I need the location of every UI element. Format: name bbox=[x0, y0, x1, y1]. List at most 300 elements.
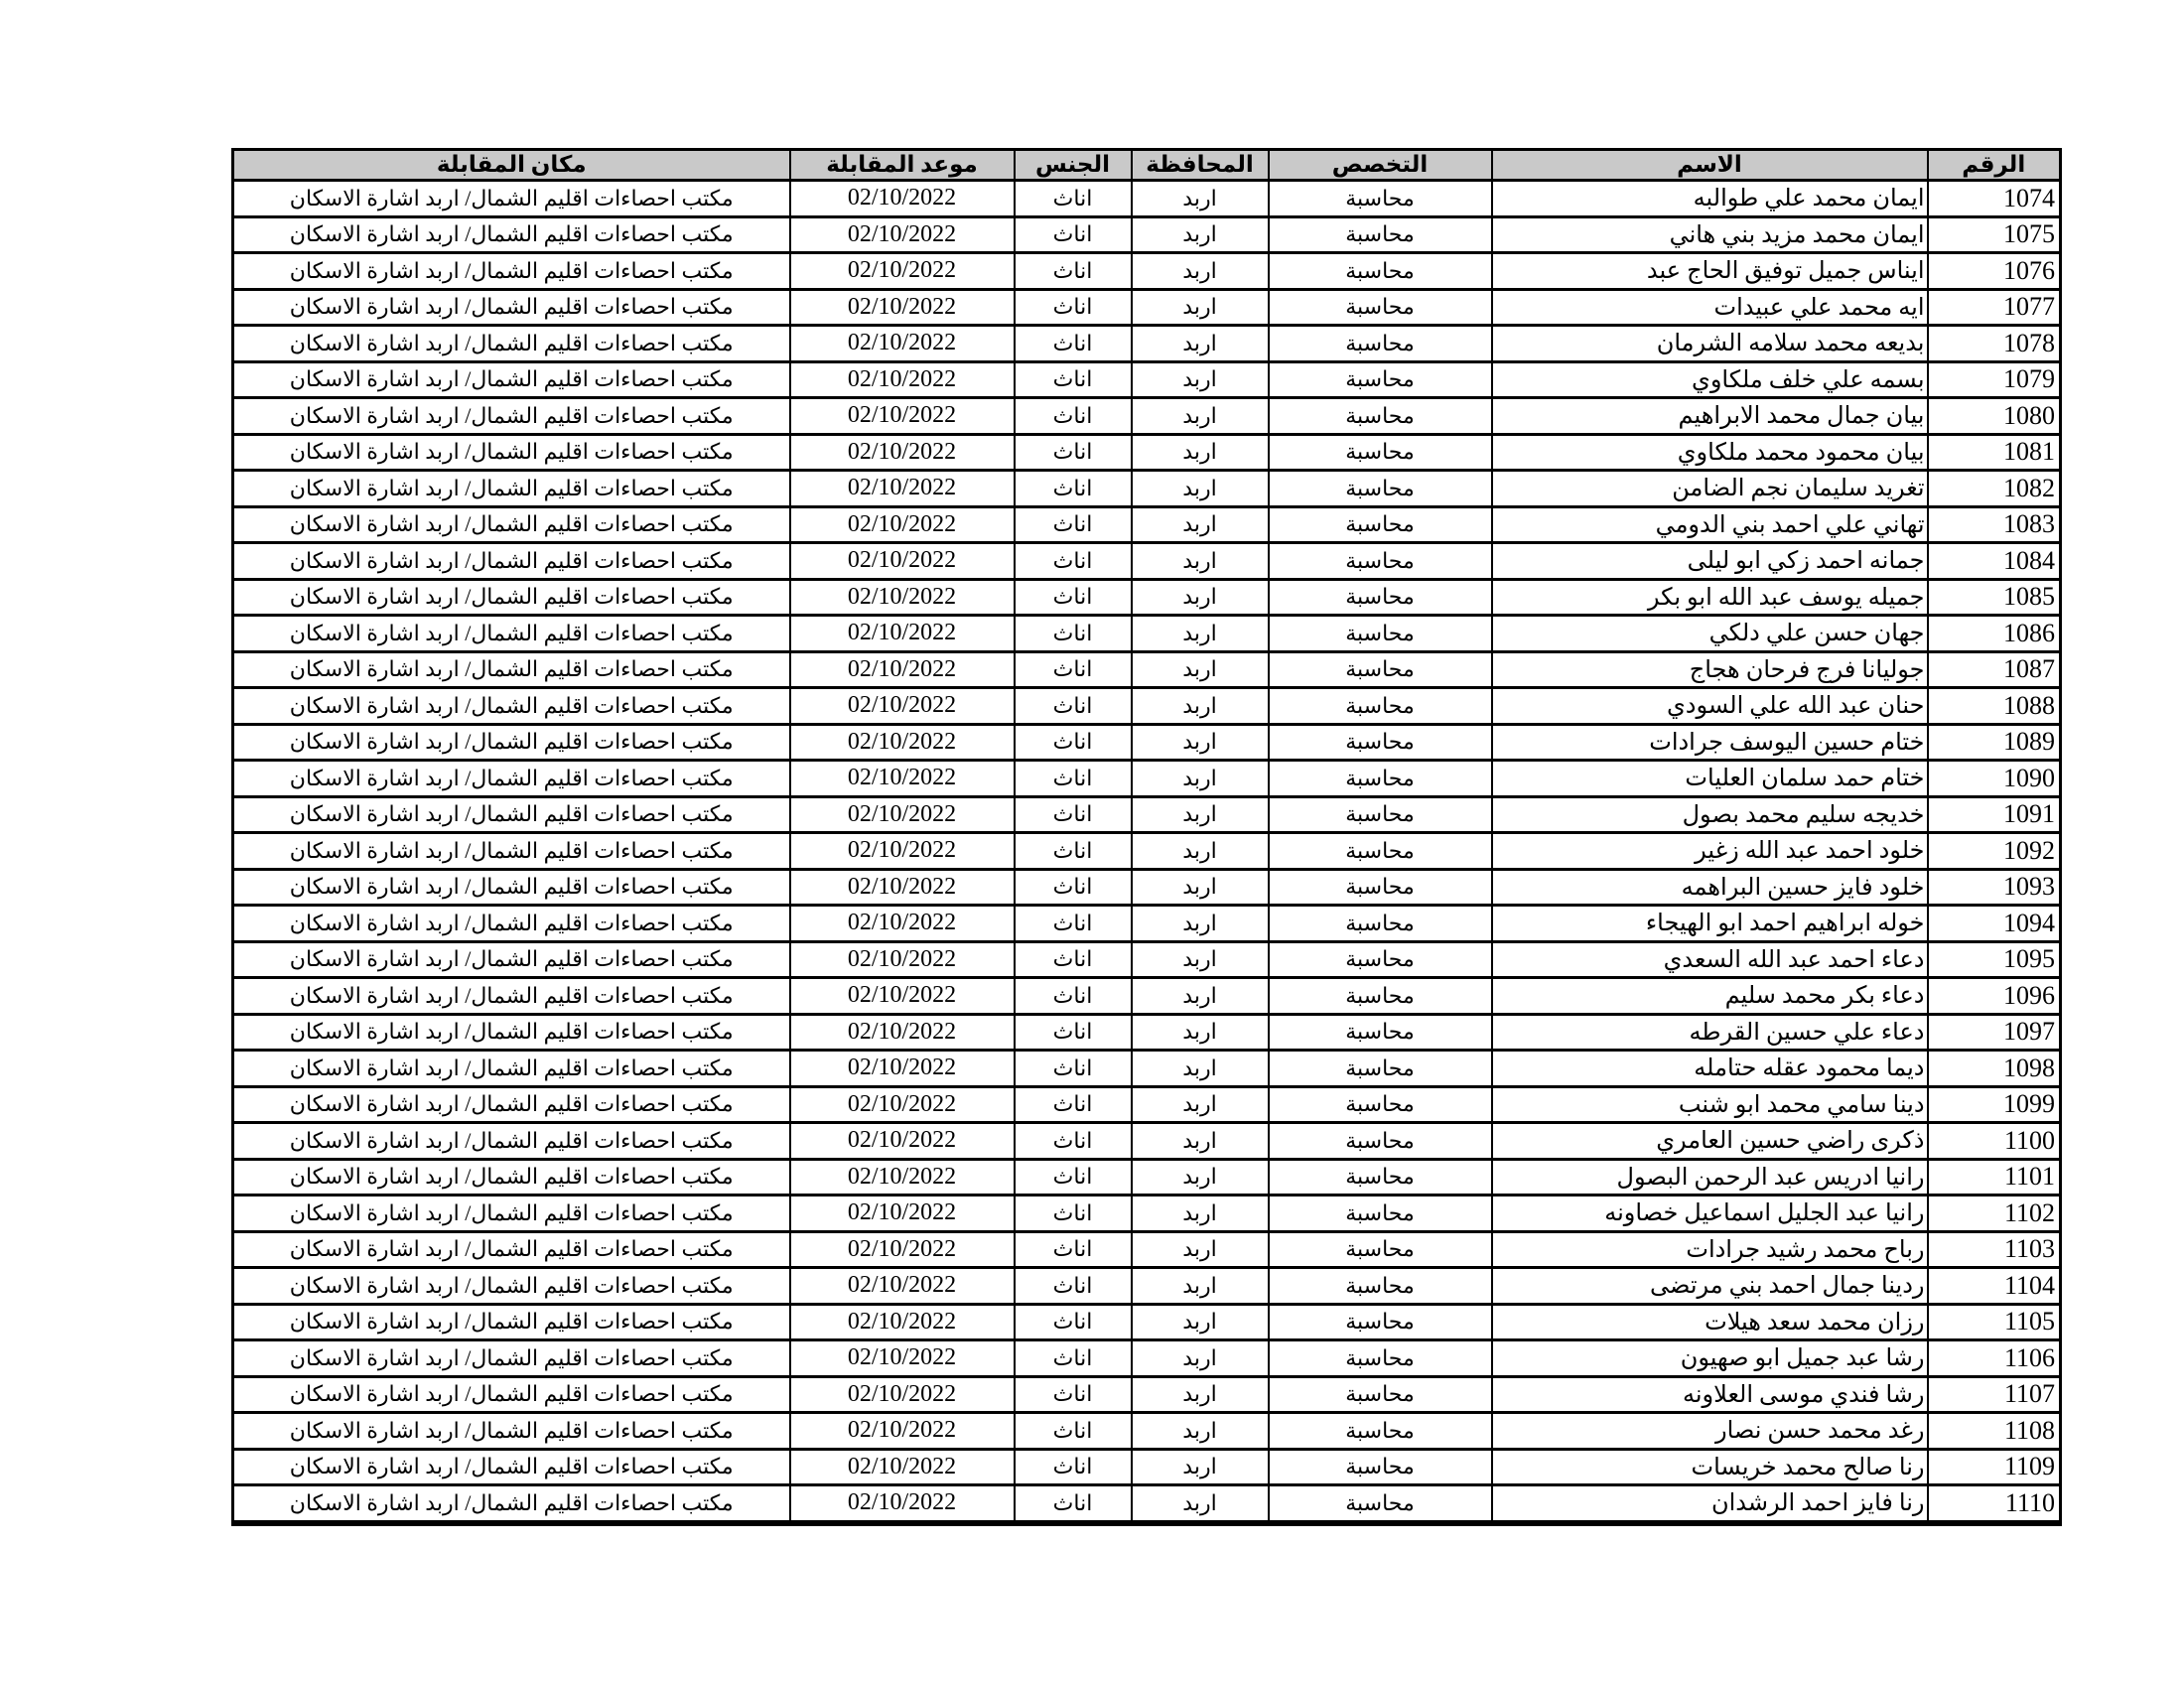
governorate-cell: اربد bbox=[1132, 1376, 1269, 1413]
gender-cell: اناث bbox=[1015, 1231, 1132, 1268]
number-cell: 1093 bbox=[1928, 869, 2061, 906]
gender-cell: اناث bbox=[1015, 289, 1132, 326]
location-cell: مكتب احصاءات اقليم الشمال/ اربد اشارة الاسكان bbox=[233, 1123, 790, 1160]
specialization-cell: محاسبة bbox=[1269, 1196, 1492, 1232]
gender-cell: اناث bbox=[1015, 216, 1132, 253]
governorate-cell: اربد bbox=[1132, 906, 1269, 942]
table-header-row bbox=[233, 150, 2061, 181]
table-row bbox=[233, 289, 2061, 326]
table-row bbox=[233, 761, 2061, 797]
location-cell: مكتب احصاءات اقليم الشمال/ اربد اشارة الاسكان bbox=[233, 506, 790, 543]
location-cell: مكتب احصاءات اقليم الشمال/ اربد اشارة الاسكان bbox=[233, 543, 790, 580]
number-cell: 1090 bbox=[1928, 761, 2061, 797]
governorate-cell: اربد bbox=[1132, 1413, 1269, 1450]
number-cell: 1109 bbox=[1928, 1449, 2061, 1485]
table-row bbox=[233, 216, 2061, 253]
specialization-cell: محاسبة bbox=[1269, 506, 1492, 543]
gender-cell: اناث bbox=[1015, 1376, 1132, 1413]
specialization-cell: محاسبة bbox=[1269, 434, 1492, 471]
governorate-cell: اربد bbox=[1132, 253, 1269, 290]
date-cell: 02/10/2022 bbox=[790, 398, 1015, 435]
table-row bbox=[233, 1268, 2061, 1305]
gender-cell: اناث bbox=[1015, 1485, 1132, 1523]
number-cell: 1086 bbox=[1928, 616, 2061, 652]
location-cell: مكتب احصاءات اقليم الشمال/ اربد اشارة الاسكان bbox=[233, 724, 790, 761]
governorate-cell: اربد bbox=[1132, 833, 1269, 870]
governorate-cell: اربد bbox=[1132, 1485, 1269, 1523]
gender-cell: اناث bbox=[1015, 1340, 1132, 1377]
table-row bbox=[233, 398, 2061, 435]
location-cell: مكتب احصاءات اقليم الشمال/ اربد اشارة الاسكان bbox=[233, 181, 790, 217]
date-cell: 02/10/2022 bbox=[790, 579, 1015, 616]
number-cell: 1081 bbox=[1928, 434, 2061, 471]
location-cell: مكتب احصاءات اقليم الشمال/ اربد اشارة الاسكان bbox=[233, 1376, 790, 1413]
number-cell: 1102 bbox=[1928, 1196, 2061, 1232]
table-row bbox=[233, 543, 2061, 580]
governorate-cell: اربد bbox=[1132, 616, 1269, 652]
specialization-cell: محاسبة bbox=[1269, 869, 1492, 906]
governorate-cell: اربد bbox=[1132, 289, 1269, 326]
table-row bbox=[233, 1485, 2061, 1523]
date-cell: 02/10/2022 bbox=[790, 941, 1015, 978]
number-cell: 1085 bbox=[1928, 579, 2061, 616]
gender-cell: اناث bbox=[1015, 651, 1132, 688]
location-cell: مكتب احصاءات اقليم الشمال/ اربد اشارة الاسكان bbox=[233, 253, 790, 290]
number-cell: 1095 bbox=[1928, 941, 2061, 978]
gender-cell: اناث bbox=[1015, 724, 1132, 761]
specialization-cell: محاسبة bbox=[1269, 1268, 1492, 1305]
specialization-cell: محاسبة bbox=[1269, 1159, 1492, 1196]
specialization-cell: محاسبة bbox=[1269, 651, 1492, 688]
specialization-cell: محاسبة bbox=[1269, 688, 1492, 725]
specialization-cell: محاسبة bbox=[1269, 471, 1492, 507]
table-row bbox=[233, 326, 2061, 362]
date-cell: 02/10/2022 bbox=[790, 869, 1015, 906]
governorate-cell: اربد bbox=[1132, 1123, 1269, 1160]
specialization-cell: محاسبة bbox=[1269, 398, 1492, 435]
specialization-cell: محاسبة bbox=[1269, 1340, 1492, 1377]
number-cell: 1101 bbox=[1928, 1159, 2061, 1196]
governorate-cell: اربد bbox=[1132, 651, 1269, 688]
table-row bbox=[233, 1340, 2061, 1377]
location-cell: مكتب احصاءات اقليم الشمال/ اربد اشارة الاسكان bbox=[233, 216, 790, 253]
table-row bbox=[233, 796, 2061, 833]
gender-cell: اناث bbox=[1015, 869, 1132, 906]
gender-cell: اناث bbox=[1015, 833, 1132, 870]
governorate-cell: اربد bbox=[1132, 1231, 1269, 1268]
gender-cell: اناث bbox=[1015, 1268, 1132, 1305]
date-cell: 02/10/2022 bbox=[790, 616, 1015, 652]
specialization-cell: محاسبة bbox=[1269, 289, 1492, 326]
specialization-cell: محاسبة bbox=[1269, 833, 1492, 870]
header-number: الرقم bbox=[1928, 150, 2061, 181]
name-cell: ختام حسين اليوسف جرادات bbox=[1492, 724, 1928, 761]
governorate-cell: اربد bbox=[1132, 978, 1269, 1015]
header-governorate: المحافظة bbox=[1132, 150, 1269, 181]
specialization-cell: محاسبة bbox=[1269, 326, 1492, 362]
governorate-cell: اربد bbox=[1132, 1051, 1269, 1087]
date-cell: 02/10/2022 bbox=[790, 506, 1015, 543]
specialization-cell: محاسبة bbox=[1269, 978, 1492, 1015]
governorate-cell: اربد bbox=[1132, 724, 1269, 761]
governorate-cell: اربد bbox=[1132, 1449, 1269, 1485]
name-cell: جمانه احمد زكي ابو ليلى bbox=[1492, 543, 1928, 580]
table-row bbox=[233, 506, 2061, 543]
table-row bbox=[233, 724, 2061, 761]
table-row bbox=[233, 1231, 2061, 1268]
number-cell: 1075 bbox=[1928, 216, 2061, 253]
table-row bbox=[233, 941, 2061, 978]
number-cell: 1074 bbox=[1928, 181, 2061, 217]
gender-cell: اناث bbox=[1015, 1413, 1132, 1450]
gender-cell: اناث bbox=[1015, 1086, 1132, 1123]
name-cell: جهان حسن علي دلكي bbox=[1492, 616, 1928, 652]
gender-cell: اناث bbox=[1015, 688, 1132, 725]
location-cell: مكتب احصاءات اقليم الشمال/ اربد اشارة الاسكان bbox=[233, 978, 790, 1015]
date-cell: 02/10/2022 bbox=[790, 651, 1015, 688]
name-cell: ختام حمد سلمان العليات bbox=[1492, 761, 1928, 797]
date-cell: 02/10/2022 bbox=[790, 1086, 1015, 1123]
table-row bbox=[233, 1086, 2061, 1123]
governorate-cell: اربد bbox=[1132, 1086, 1269, 1123]
specialization-cell: محاسبة bbox=[1269, 1449, 1492, 1485]
table-row bbox=[233, 1304, 2061, 1340]
governorate-cell: اربد bbox=[1132, 688, 1269, 725]
table-row bbox=[233, 978, 2061, 1015]
specialization-cell: محاسبة bbox=[1269, 761, 1492, 797]
name-cell: رانيا عبد الجليل اسماعيل خصاونه bbox=[1492, 1196, 1928, 1232]
table-row bbox=[233, 1449, 2061, 1485]
number-cell: 1076 bbox=[1928, 253, 2061, 290]
name-cell: بيان محمود محمد ملكاوي bbox=[1492, 434, 1928, 471]
governorate-cell: اربد bbox=[1132, 579, 1269, 616]
name-cell: بسمه علي خلف ملكاوي bbox=[1492, 361, 1928, 398]
specialization-cell: محاسبة bbox=[1269, 1231, 1492, 1268]
number-cell: 1091 bbox=[1928, 796, 2061, 833]
governorate-cell: اربد bbox=[1132, 796, 1269, 833]
location-cell: مكتب احصاءات اقليم الشمال/ اربد اشارة الاسكان bbox=[233, 1413, 790, 1450]
location-cell: مكتب احصاءات اقليم الشمال/ اربد اشارة الاسكان bbox=[233, 1449, 790, 1485]
table-row bbox=[233, 361, 2061, 398]
date-cell: 02/10/2022 bbox=[790, 1051, 1015, 1087]
name-cell: خوله ابراهيم احمد ابو الهيجاء bbox=[1492, 906, 1928, 942]
location-cell: مكتب احصاءات اقليم الشمال/ اربد اشارة الاسكان bbox=[233, 398, 790, 435]
location-cell: مكتب احصاءات اقليم الشمال/ اربد اشارة الاسكان bbox=[233, 289, 790, 326]
governorate-cell: اربد bbox=[1132, 361, 1269, 398]
location-cell: مكتب احصاءات اقليم الشمال/ اربد اشارة الاسكان bbox=[233, 1304, 790, 1340]
name-cell: ذكرى راضي حسين العامري bbox=[1492, 1123, 1928, 1160]
gender-cell: اناث bbox=[1015, 181, 1132, 217]
location-cell: مكتب احصاءات اقليم الشمال/ اربد اشارة الاسكان bbox=[233, 434, 790, 471]
specialization-cell: محاسبة bbox=[1269, 616, 1492, 652]
location-cell: مكتب احصاءات اقليم الشمال/ اربد اشارة الاسكان bbox=[233, 761, 790, 797]
name-cell: رشا فندي موسى العلاونه bbox=[1492, 1376, 1928, 1413]
number-cell: 1079 bbox=[1928, 361, 2061, 398]
date-cell: 02/10/2022 bbox=[790, 181, 1015, 217]
name-cell: دعاء بكر محمد سليم bbox=[1492, 978, 1928, 1015]
gender-cell: اناث bbox=[1015, 1159, 1132, 1196]
table-row bbox=[233, 688, 2061, 725]
header-name: الاسم bbox=[1492, 150, 1928, 181]
date-cell: 02/10/2022 bbox=[790, 1159, 1015, 1196]
gender-cell: اناث bbox=[1015, 978, 1132, 1015]
gender-cell: اناث bbox=[1015, 1123, 1132, 1160]
specialization-cell: محاسبة bbox=[1269, 543, 1492, 580]
name-cell: بديعه محمد سلامه الشرمان bbox=[1492, 326, 1928, 362]
number-cell: 1098 bbox=[1928, 1051, 2061, 1087]
location-cell: مكتب احصاءات اقليم الشمال/ اربد اشارة الاسكان bbox=[233, 688, 790, 725]
gender-cell: اناث bbox=[1015, 906, 1132, 942]
governorate-cell: اربد bbox=[1132, 471, 1269, 507]
date-cell: 02/10/2022 bbox=[790, 1014, 1015, 1051]
gender-cell: اناث bbox=[1015, 1196, 1132, 1232]
specialization-cell: محاسبة bbox=[1269, 361, 1492, 398]
table-row bbox=[233, 651, 2061, 688]
location-cell: مكتب احصاءات اقليم الشمال/ اربد اشارة الاسكان bbox=[233, 1268, 790, 1305]
specialization-cell: محاسبة bbox=[1269, 1086, 1492, 1123]
number-cell: 1103 bbox=[1928, 1231, 2061, 1268]
number-cell: 1099 bbox=[1928, 1086, 2061, 1123]
gender-cell: اناث bbox=[1015, 471, 1132, 507]
name-cell: ايمان محمد مزيد بني هاني bbox=[1492, 216, 1928, 253]
number-cell: 1087 bbox=[1928, 651, 2061, 688]
name-cell: دعاء احمد عبد الله السعدي bbox=[1492, 941, 1928, 978]
specialization-cell: محاسبة bbox=[1269, 1376, 1492, 1413]
table-row bbox=[233, 1051, 2061, 1087]
table-row bbox=[233, 181, 2061, 217]
specialization-cell: محاسبة bbox=[1269, 579, 1492, 616]
governorate-cell: اربد bbox=[1132, 216, 1269, 253]
name-cell: تهاني علي احمد بني الدومي bbox=[1492, 506, 1928, 543]
name-cell: تغريد سليمان نجم الضامن bbox=[1492, 471, 1928, 507]
date-cell: 02/10/2022 bbox=[790, 761, 1015, 797]
governorate-cell: اربد bbox=[1132, 326, 1269, 362]
name-cell: دعاء علي حسين القرطه bbox=[1492, 1014, 1928, 1051]
specialization-cell: محاسبة bbox=[1269, 796, 1492, 833]
specialization-cell: محاسبة bbox=[1269, 1485, 1492, 1523]
date-cell: 02/10/2022 bbox=[790, 1485, 1015, 1523]
specialization-cell: محاسبة bbox=[1269, 1304, 1492, 1340]
specialization-cell: محاسبة bbox=[1269, 1123, 1492, 1160]
table-row bbox=[233, 833, 2061, 870]
table-row bbox=[233, 1159, 2061, 1196]
specialization-cell: محاسبة bbox=[1269, 181, 1492, 217]
number-cell: 1108 bbox=[1928, 1413, 2061, 1450]
specialization-cell: محاسبة bbox=[1269, 216, 1492, 253]
location-cell: مكتب احصاءات اقليم الشمال/ اربد اشارة الاسكان bbox=[233, 1231, 790, 1268]
gender-cell: اناث bbox=[1015, 941, 1132, 978]
name-cell: ردينا جمال احمد بني مرتضى bbox=[1492, 1268, 1928, 1305]
name-cell: بيان جمال محمد الابراهيم bbox=[1492, 398, 1928, 435]
name-cell: حنان عبد الله علي السودي bbox=[1492, 688, 1928, 725]
location-cell: مكتب احصاءات اقليم الشمال/ اربد اشارة الاسكان bbox=[233, 1051, 790, 1087]
governorate-cell: اربد bbox=[1132, 1304, 1269, 1340]
specialization-cell: محاسبة bbox=[1269, 253, 1492, 290]
date-cell: 02/10/2022 bbox=[790, 1196, 1015, 1232]
location-cell: مكتب احصاءات اقليم الشمال/ اربد اشارة الاسكان bbox=[233, 833, 790, 870]
location-cell: مكتب احصاءات اقليم الشمال/ اربد اشارة الاسكان bbox=[233, 579, 790, 616]
governorate-cell: اربد bbox=[1132, 543, 1269, 580]
table-row bbox=[233, 616, 2061, 652]
name-cell: رغد محمد حسن نصار bbox=[1492, 1413, 1928, 1450]
name-cell: ايناس جميل توفيق الحاج عبد bbox=[1492, 253, 1928, 290]
governorate-cell: اربد bbox=[1132, 434, 1269, 471]
number-cell: 1088 bbox=[1928, 688, 2061, 725]
number-cell: 1078 bbox=[1928, 326, 2061, 362]
governorate-cell: اربد bbox=[1132, 941, 1269, 978]
gender-cell: اناث bbox=[1015, 616, 1132, 652]
number-cell: 1100 bbox=[1928, 1123, 2061, 1160]
name-cell: ديما محمود عقله حتامله bbox=[1492, 1051, 1928, 1087]
date-cell: 02/10/2022 bbox=[790, 1268, 1015, 1305]
number-cell: 1097 bbox=[1928, 1014, 2061, 1051]
gender-cell: اناث bbox=[1015, 1304, 1132, 1340]
header-gender: الجنس bbox=[1015, 150, 1132, 181]
date-cell: 02/10/2022 bbox=[790, 1413, 1015, 1450]
date-cell: 02/10/2022 bbox=[790, 543, 1015, 580]
name-cell: رانيا ادريس عبد الرحمن البصول bbox=[1492, 1159, 1928, 1196]
date-cell: 02/10/2022 bbox=[790, 361, 1015, 398]
applicants-table bbox=[231, 148, 2062, 1526]
location-cell: مكتب احصاءات اقليم الشمال/ اربد اشارة الاسكان bbox=[233, 471, 790, 507]
governorate-cell: اربد bbox=[1132, 1159, 1269, 1196]
gender-cell: اناث bbox=[1015, 326, 1132, 362]
governorate-cell: اربد bbox=[1132, 761, 1269, 797]
header-location: مكان المقابلة bbox=[233, 150, 790, 181]
location-cell: مكتب احصاءات اقليم الشمال/ اربد اشارة الاسكان bbox=[233, 1485, 790, 1523]
location-cell: مكتب احصاءات اقليم الشمال/ اربد اشارة الاسكان bbox=[233, 1340, 790, 1377]
gender-cell: اناث bbox=[1015, 434, 1132, 471]
name-cell: جميله يوسف عبد الله ابو بكر bbox=[1492, 579, 1928, 616]
gender-cell: اناث bbox=[1015, 506, 1132, 543]
number-cell: 1107 bbox=[1928, 1376, 2061, 1413]
date-cell: 02/10/2022 bbox=[790, 688, 1015, 725]
governorate-cell: اربد bbox=[1132, 181, 1269, 217]
table-body bbox=[233, 181, 2061, 1523]
date-cell: 02/10/2022 bbox=[790, 906, 1015, 942]
number-cell: 1077 bbox=[1928, 289, 2061, 326]
gender-cell: اناث bbox=[1015, 1449, 1132, 1485]
governorate-cell: اربد bbox=[1132, 1340, 1269, 1377]
location-cell: مكتب احصاءات اقليم الشمال/ اربد اشارة الاسكان bbox=[233, 616, 790, 652]
specialization-cell: محاسبة bbox=[1269, 941, 1492, 978]
name-cell: خلود احمد عبد الله زغير bbox=[1492, 833, 1928, 870]
gender-cell: اناث bbox=[1015, 361, 1132, 398]
table-row bbox=[233, 579, 2061, 616]
table-row bbox=[233, 906, 2061, 942]
date-cell: 02/10/2022 bbox=[790, 216, 1015, 253]
location-cell: مكتب احصاءات اقليم الشمال/ اربد اشارة الاسكان bbox=[233, 796, 790, 833]
table-row bbox=[233, 434, 2061, 471]
specialization-cell: محاسبة bbox=[1269, 1413, 1492, 1450]
location-cell: مكتب احصاءات اقليم الشمال/ اربد اشارة الاسكان bbox=[233, 326, 790, 362]
table-row bbox=[233, 1376, 2061, 1413]
date-cell: 02/10/2022 bbox=[790, 724, 1015, 761]
location-cell: مكتب احصاءات اقليم الشمال/ اربد اشارة الاسكان bbox=[233, 1086, 790, 1123]
governorate-cell: اربد bbox=[1132, 1014, 1269, 1051]
number-cell: 1089 bbox=[1928, 724, 2061, 761]
location-cell: مكتب احصاءات اقليم الشمال/ اربد اشارة الاسكان bbox=[233, 941, 790, 978]
table-row bbox=[233, 1196, 2061, 1232]
date-cell: 02/10/2022 bbox=[790, 1123, 1015, 1160]
number-cell: 1110 bbox=[1928, 1485, 2061, 1523]
date-cell: 02/10/2022 bbox=[790, 978, 1015, 1015]
number-cell: 1083 bbox=[1928, 506, 2061, 543]
name-cell: خديجه سليم محمد بصول bbox=[1492, 796, 1928, 833]
date-cell: 02/10/2022 bbox=[790, 434, 1015, 471]
number-cell: 1106 bbox=[1928, 1340, 2061, 1377]
date-cell: 02/10/2022 bbox=[790, 1449, 1015, 1485]
table-row bbox=[233, 1123, 2061, 1160]
name-cell: جوليانا فرج فرحان هجاج bbox=[1492, 651, 1928, 688]
date-cell: 02/10/2022 bbox=[790, 471, 1015, 507]
location-cell: مكتب احصاءات اقليم الشمال/ اربد اشارة الاسكان bbox=[233, 869, 790, 906]
specialization-cell: محاسبة bbox=[1269, 1014, 1492, 1051]
table-row bbox=[233, 253, 2061, 290]
name-cell: دينا سامي محمد ابو شنب bbox=[1492, 1086, 1928, 1123]
date-cell: 02/10/2022 bbox=[790, 796, 1015, 833]
date-cell: 02/10/2022 bbox=[790, 833, 1015, 870]
governorate-cell: اربد bbox=[1132, 869, 1269, 906]
specialization-cell: محاسبة bbox=[1269, 724, 1492, 761]
table-row bbox=[233, 1413, 2061, 1450]
name-cell: رنا صالح محمد خريسات bbox=[1492, 1449, 1928, 1485]
number-cell: 1082 bbox=[1928, 471, 2061, 507]
location-cell: مكتب احصاءات اقليم الشمال/ اربد اشارة الاسكان bbox=[233, 651, 790, 688]
governorate-cell: اربد bbox=[1132, 1268, 1269, 1305]
number-cell: 1080 bbox=[1928, 398, 2061, 435]
gender-cell: اناث bbox=[1015, 796, 1132, 833]
name-cell: خلود فايز حسين البراهمه bbox=[1492, 869, 1928, 906]
governorate-cell: اربد bbox=[1132, 1196, 1269, 1232]
location-cell: مكتب احصاءات اقليم الشمال/ اربد اشارة الاسكان bbox=[233, 906, 790, 942]
gender-cell: اناث bbox=[1015, 253, 1132, 290]
number-cell: 1104 bbox=[1928, 1268, 2061, 1305]
gender-cell: اناث bbox=[1015, 1051, 1132, 1087]
number-cell: 1096 bbox=[1928, 978, 2061, 1015]
number-cell: 1105 bbox=[1928, 1304, 2061, 1340]
gender-cell: اناث bbox=[1015, 398, 1132, 435]
name-cell: ايمان محمد علي طوالبه bbox=[1492, 181, 1928, 217]
location-cell: مكتب احصاءات اقليم الشمال/ اربد اشارة الاسكان bbox=[233, 1159, 790, 1196]
table-row bbox=[233, 1014, 2061, 1051]
location-cell: مكتب احصاءات اقليم الشمال/ اربد اشارة الاسكان bbox=[233, 1014, 790, 1051]
gender-cell: اناث bbox=[1015, 543, 1132, 580]
governorate-cell: اربد bbox=[1132, 506, 1269, 543]
date-cell: 02/10/2022 bbox=[790, 253, 1015, 290]
header-date: موعد المقابلة bbox=[790, 150, 1015, 181]
location-cell: مكتب احصاءات اقليم الشمال/ اربد اشارة الاسكان bbox=[233, 361, 790, 398]
date-cell: 02/10/2022 bbox=[790, 1340, 1015, 1377]
location-cell: مكتب احصاءات اقليم الشمال/ اربد اشارة الاسكان bbox=[233, 1196, 790, 1232]
date-cell: 02/10/2022 bbox=[790, 1304, 1015, 1340]
name-cell: رزان محمد سعد هيلات bbox=[1492, 1304, 1928, 1340]
name-cell: رنا فايز احمد الرشدان bbox=[1492, 1485, 1928, 1523]
number-cell: 1092 bbox=[1928, 833, 2061, 870]
number-cell: 1094 bbox=[1928, 906, 2061, 942]
date-cell: 02/10/2022 bbox=[790, 289, 1015, 326]
name-cell: ايه محمد علي عبيدات bbox=[1492, 289, 1928, 326]
header-specialization: التخصص bbox=[1269, 150, 1492, 181]
date-cell: 02/10/2022 bbox=[790, 1376, 1015, 1413]
name-cell: رباح محمد رشيد جرادات bbox=[1492, 1231, 1928, 1268]
date-cell: 02/10/2022 bbox=[790, 1231, 1015, 1268]
specialization-cell: محاسبة bbox=[1269, 906, 1492, 942]
gender-cell: اناث bbox=[1015, 579, 1132, 616]
number-cell: 1084 bbox=[1928, 543, 2061, 580]
gender-cell: اناث bbox=[1015, 761, 1132, 797]
governorate-cell: اربد bbox=[1132, 398, 1269, 435]
